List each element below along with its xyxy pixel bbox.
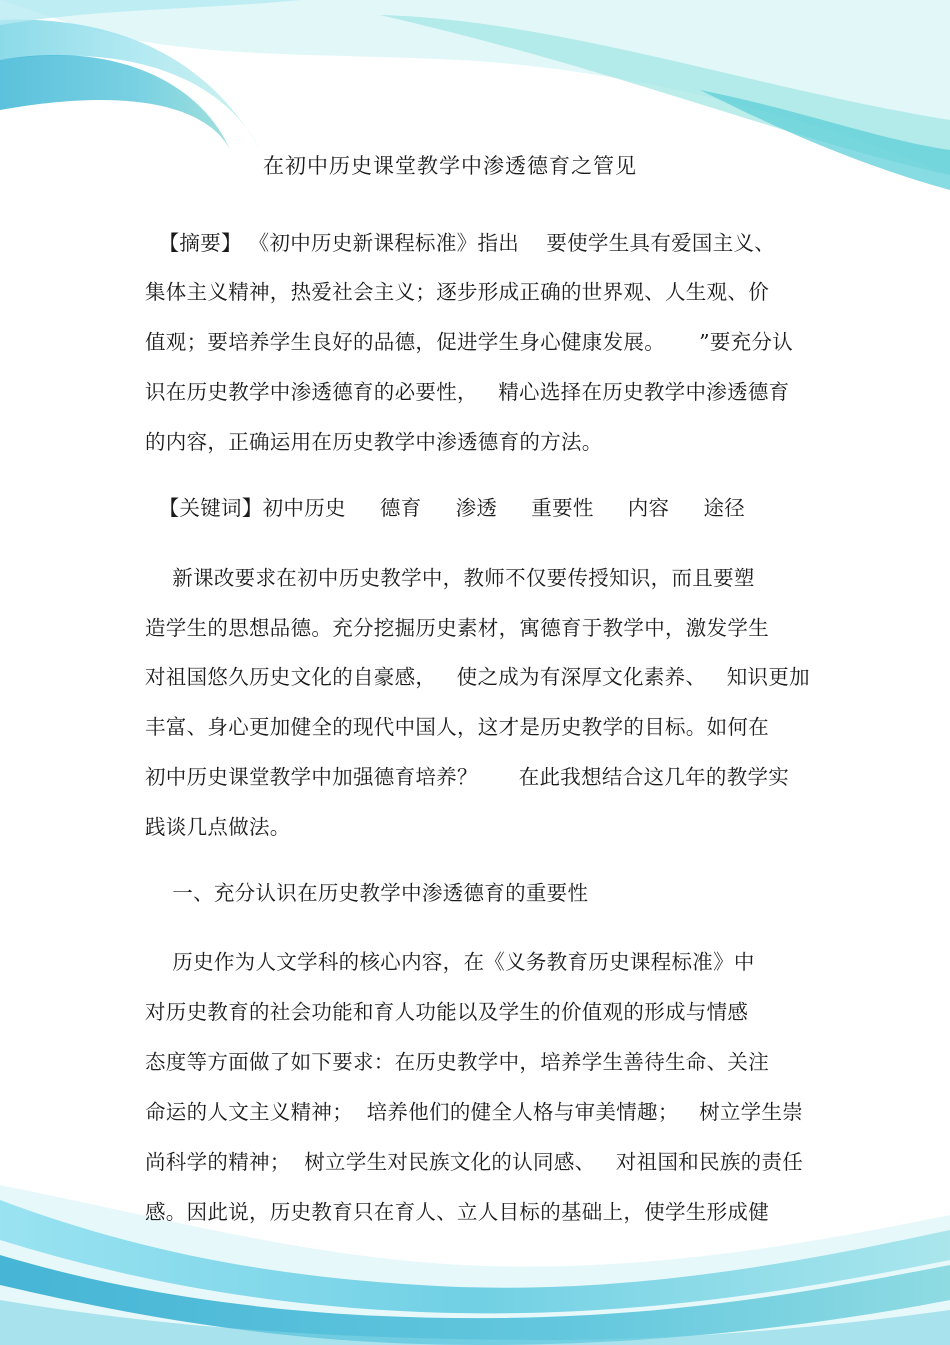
paragraph-line: 对历史教育的社会功能和育人功能以及学生的价值观的形成与情感: [145, 1000, 749, 1024]
paragraph-line: 对祖国悠久历史文化的自豪感， 使之成为有深厚文化素养、 知识更加: [145, 665, 810, 689]
paragraph-line: 尚科学的精神； 树立学生对民族文化的认同感、 对祖国和民族的责任: [145, 1150, 804, 1174]
paragraph-line: 态度等方面做了如下要求：在历史教学中，培养学生善待生命、关注: [145, 1050, 769, 1074]
abstract-line: 集体主义精神，热爱社会主义；逐步形成正确的世界观、人生观、价: [145, 280, 769, 304]
paragraph-line: 丰富、身心更加健全的现代中国人，这才是历史教学的目标。如何在: [145, 715, 769, 739]
abstract-line: 识在历史教学中渗透德育的必要性， 精心选择在历史教学中渗透德育: [145, 380, 790, 404]
paragraph-line: 造学生的思想品德。充分挖掘历史素材，寓德育于教学中，激发学生: [145, 616, 769, 640]
paragraph-line: 感。因此说，历史教育只在育人、立人目标的基础上，使学生形成健: [145, 1200, 769, 1224]
abstract-line: 【摘要】 《初中历史新课程标准》指出 要使学生具有爱国主义、: [145, 231, 776, 255]
paragraph-line: 历史作为人文学科的核心内容，在《义务教育历史课程标准》中: [145, 950, 755, 974]
paragraph-line: 新课改要求在初中历史教学中，教师不仅要传授知识，而且要塑: [145, 566, 755, 590]
paragraph-line: 践谈几点做法。: [145, 815, 291, 839]
keywords-line: 【关键词】初中历史 德育 渗透 重要性 内容 途径: [145, 496, 746, 520]
paragraph-line: 命运的人文主义精神； 培养他们的健全人格与审美情趣； 树立学生崇: [145, 1100, 804, 1124]
abstract-line: 值观；要培养学生良好的品德，促进学生身心健康发展。 ”要充分认: [145, 330, 794, 354]
section-heading: 一、充分认识在历史教学中渗透德育的重要性: [145, 881, 589, 905]
abstract-line: 的内容，正确运用在历史教学中渗透德育的方法。: [145, 430, 603, 454]
paragraph-line: 初中历史课堂教学中加强德育培养？ 在此我想结合这几年的教学实: [145, 765, 790, 789]
document-title: 在初中历史课堂教学中渗透德育之管见: [263, 154, 637, 178]
